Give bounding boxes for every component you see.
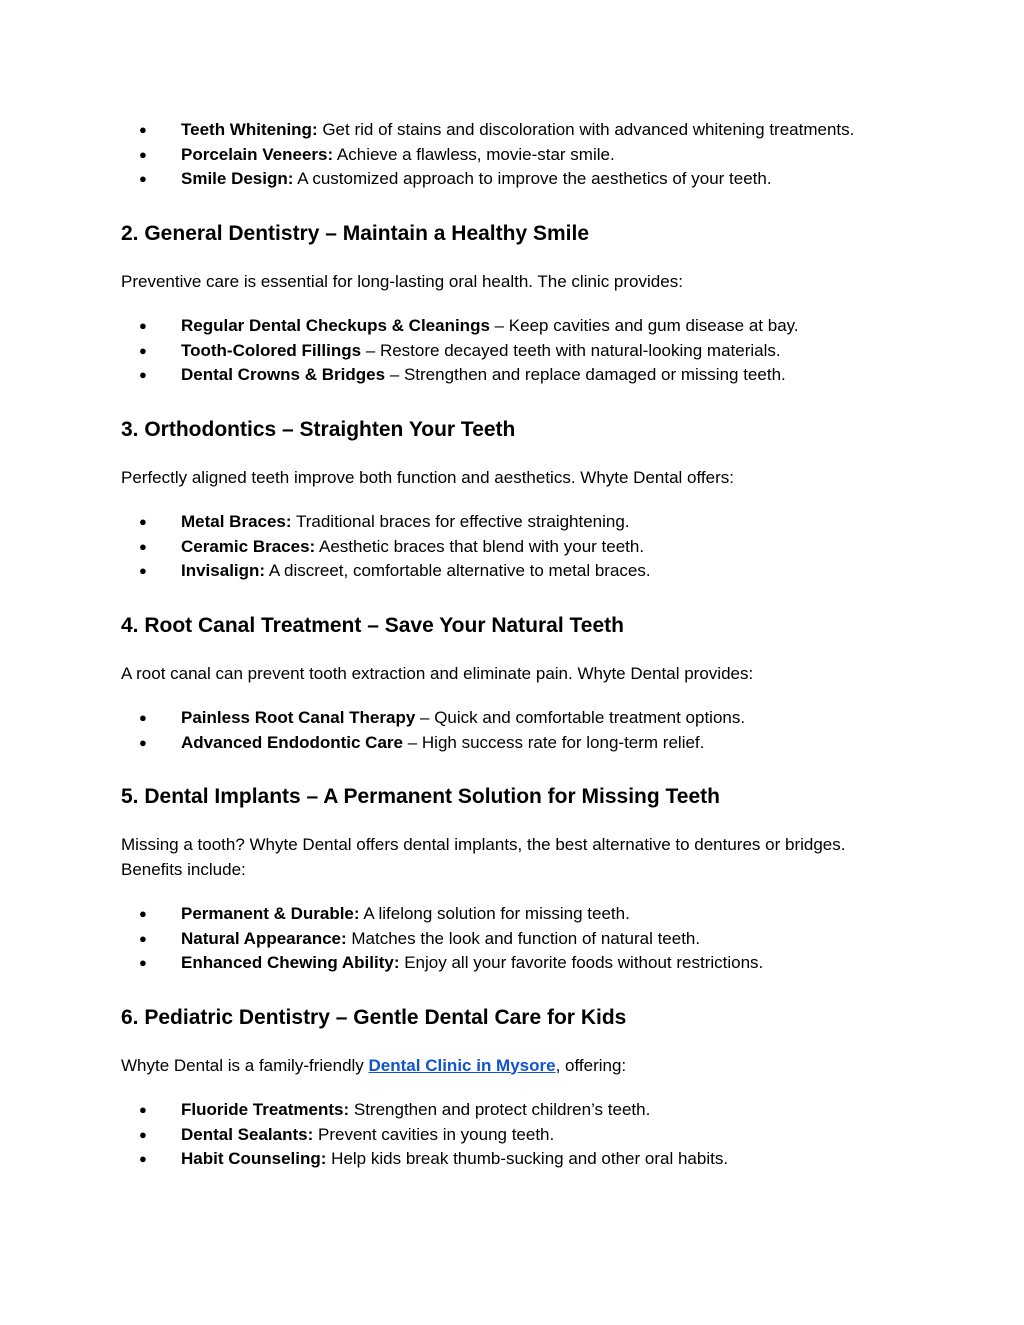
section-heading-root-canal: 4. Root Canal Treatment – Save Your Natural Teeth: [121, 613, 624, 637]
bullet-icon: ●: [139, 1151, 147, 1166]
item-term: Painless Root Canal Therapy: [181, 708, 416, 727]
bullet-icon: ●: [139, 930, 147, 946]
list-item: [121, 118, 891, 143]
bullet-icon: ●: [139, 318, 147, 333]
item-term: Enhanced Chewing Ability:: [181, 953, 400, 972]
document-content: [121, 118, 891, 1172]
orthodontics-list: [121, 510, 891, 584]
item-term: Teeth Whitening:: [181, 120, 318, 139]
section-paragraph: Perfectly aligned teeth improve both function and aesthetics. Whyte Dental offers:: [121, 467, 734, 487]
item-term: Natural Appearance:: [181, 928, 347, 948]
dental-implants-list: [121, 902, 891, 976]
item-text: Traditional braces for effective straightening.: [291, 512, 630, 531]
item-text: Enjoy all your favorite foods without restrictions.: [399, 953, 764, 972]
list-item: [121, 1147, 891, 1172]
list-item: [121, 927, 891, 952]
list-item: [121, 363, 891, 388]
item-text: A customized approach to improve the aesthetics of your teeth.: [293, 169, 772, 188]
bullet-icon: ●: [139, 122, 147, 137]
item-text: Prevent cavities in young teeth.: [313, 1124, 555, 1144]
item-term: Tooth-Colored Fillings: [181, 340, 362, 360]
list-item: [121, 1123, 891, 1148]
bullet-icon: ●: [139, 367, 147, 382]
dental-clinic-link[interactable]: Dental Clinic in Mysore: [368, 1055, 556, 1075]
item-term: Advanced Endodontic Care: [181, 732, 403, 752]
item-text: A lifelong solution for missing teeth.: [359, 904, 630, 923]
item-term: Porcelain Veneers:: [181, 144, 334, 164]
list-item: [121, 706, 891, 731]
bullet-icon: ●: [139, 1126, 147, 1142]
item-term: Permanent & Durable:: [181, 904, 360, 923]
bullet-icon: ●: [139, 146, 147, 162]
item-term: Regular Dental Checkups & Cleanings: [181, 316, 490, 335]
item-text: – Quick and comfortable treatment options.: [415, 708, 746, 727]
bullet-icon: ●: [139, 906, 147, 921]
list-item: [121, 510, 891, 535]
pediatric-dentistry-list: [121, 1098, 891, 1172]
item-text: Aesthetic braces that blend with your teeth.: [315, 536, 645, 556]
bullet-icon: ●: [139, 538, 147, 554]
section-paragraph: [121, 1054, 891, 1079]
list-item: [121, 314, 891, 339]
list-item: [121, 535, 891, 560]
bullet-icon: ●: [139, 734, 147, 750]
item-term: Invisalign:: [181, 561, 266, 580]
cosmetic-services-list: [121, 118, 891, 192]
item-term: Fluoride Treatments:: [181, 1100, 350, 1119]
item-term: Habit Counseling:: [181, 1149, 327, 1168]
section-heading-orthodontics: 3. Orthodontics – Straighten Your Teeth: [121, 417, 516, 441]
list-item: [121, 559, 891, 584]
list-item: [121, 143, 891, 168]
general-dentistry-list: [121, 314, 891, 388]
item-term: Smile Design:: [181, 169, 294, 188]
bullet-icon: ●: [139, 171, 147, 186]
section-heading-general-dentistry: 2. General Dentistry – Maintain a Healthy Smile: [121, 221, 589, 245]
list-item: [121, 167, 891, 192]
item-term: Ceramic Braces:: [181, 536, 316, 556]
item-term: Metal Braces:: [181, 512, 292, 531]
item-text: A discreet, comfortable alternative to metal braces.: [265, 561, 651, 580]
item-term: Dental Crowns & Bridges: [181, 365, 386, 384]
item-text: Achieve a flawless, movie-star smile.: [333, 144, 615, 164]
list-item: [121, 339, 891, 364]
root-canal-list: [121, 706, 891, 755]
section-paragraph: A root canal can prevent tooth extraction and eliminate pain. Whyte Dental provides:: [121, 663, 754, 683]
list-item: [121, 1098, 891, 1123]
section-heading-pediatric-dentistry: 6. Pediatric Dentistry – Gentle Dental Care for Kids: [121, 1005, 627, 1029]
section-paragraph: Missing a tooth? Whyte Dental offers dental implants, the best alternative to dentures or bridges. Benefits include:: [121, 835, 846, 879]
bullet-icon: ●: [139, 563, 147, 578]
para-text-before: Whyte Dental is a family-friendly: [121, 1055, 369, 1075]
item-text: Get rid of stains and discoloration with advanced whitening treatments.: [317, 120, 855, 139]
bullet-icon: ●: [139, 342, 147, 358]
list-item: [121, 731, 891, 756]
bullet-icon: ●: [139, 514, 147, 529]
item-text: – Restore decayed teeth with natural-looking materials.: [361, 340, 781, 360]
item-text: – Strengthen and replace damaged or missing teeth.: [385, 365, 786, 384]
item-text: Matches the look and function of natural teeth.: [346, 928, 701, 948]
item-text: Help kids break thumb-sucking and other oral habits.: [326, 1149, 729, 1168]
item-text: – Keep cavities and gum disease at bay.: [489, 316, 799, 335]
list-item: [121, 951, 891, 976]
section-heading-dental-implants: 5. Dental Implants – A Permanent Solution for Missing Teeth: [121, 785, 720, 808]
bullet-icon: ●: [139, 955, 147, 970]
section-paragraph: Preventive care is essential for long-lasting oral health. The clinic provides:: [121, 271, 683, 291]
item-text: Strengthen and protect children’s teeth.: [349, 1100, 651, 1119]
para-text-after: , offering:: [555, 1055, 627, 1075]
list-item: [121, 902, 891, 927]
bullet-icon: ●: [139, 1102, 147, 1117]
item-text: – High success rate for long-term relief.: [402, 732, 705, 752]
bullet-icon: ●: [139, 710, 147, 725]
item-term: Dental Sealants:: [181, 1124, 314, 1144]
